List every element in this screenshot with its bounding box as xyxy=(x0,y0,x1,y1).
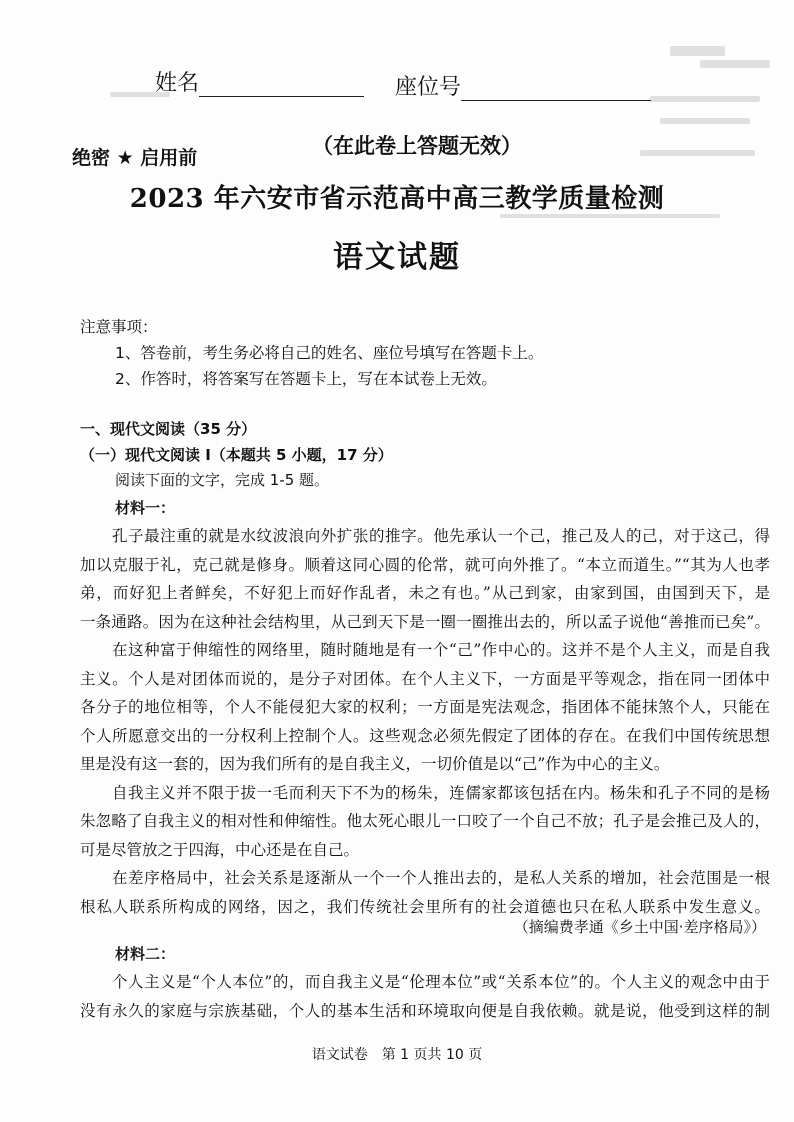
seat-field xyxy=(395,70,651,101)
text-line: 在这种富于伸缩性的网络里，随时随地是有一个“己”作中心的。这并不是个人主义，而是自我 xyxy=(112,641,770,659)
scan-noise xyxy=(670,46,725,56)
material1-heading: 材料一： xyxy=(115,499,176,517)
text-line: 孔子最注重的就是水纹波浪向外扩张的推字。他先承认一个己，推己及人的己，对于这己，得 xyxy=(112,527,770,545)
secret-label: 绝密 ★ 启用前 xyxy=(72,147,198,169)
text-line: 在差序格局中，社会关系是逐渐从一个一个人推出去的，是私人关系的增加，社会范围是一根 xyxy=(112,869,770,887)
name-label: 姓名 xyxy=(155,71,200,96)
invalid-note: （在此卷上答题无效） xyxy=(312,134,522,158)
text-line: 里是没有这一套的，因为我们所有的是自我主义，一切价值是以“己”作为中心的主义。 xyxy=(80,755,670,773)
text-line: 可是尽管放之于四海，中心还是在自己。 xyxy=(80,840,360,859)
text-line: 朱忽略了自我主义的相对性和伸缩性。他太死心眼儿一口咬了一个自己不放；孔子是会推己及人的， xyxy=(80,812,770,830)
name-blank xyxy=(199,74,364,97)
scan-noise xyxy=(660,118,750,124)
seat-blank xyxy=(461,78,651,101)
material2-body xyxy=(80,968,770,1025)
seat-label: 座位号 xyxy=(395,75,462,100)
scan-noise xyxy=(700,60,770,68)
text-line: 加以克服于礼，克己就是修身。顺着这同心圆的伦常，就可向外推了。“本立而道生。”“其为人也孝 xyxy=(80,555,770,574)
text-line: 自我主义并不限于拔一毛而利天下不为的杨朱，连儒家都该包括在内。杨朱和孔子不同的是杨 xyxy=(112,783,770,802)
text-line: 没有永久的家庭与宗族基础，个人的基本生活和环境取向便是自我依赖。就是说，他受到这样的制 xyxy=(80,1001,770,1020)
scan-noise xyxy=(640,150,755,156)
text-line: 根私人联系所构成的网络，因之，我们传统社会里所有的社会道德也只在私人联系中发生意义。 xyxy=(80,897,770,916)
instruction: 阅读下面的文字，完成 1-5 题。 xyxy=(115,471,330,489)
text-line: 主义。个人是对团体而说的，是分子对团体。在个人主义下，一方面是平等观念，指在同一团体中 xyxy=(80,669,770,688)
notice-item: 2、作答时，将答案写在答题卡上，写在本试卷上无效。 xyxy=(115,370,497,388)
notice-item: 1、答卷前，考生务必将自己的姓名、座位号填写在答题卡上。 xyxy=(115,344,544,362)
material2-heading: 材料二： xyxy=(115,945,176,963)
text-line: 弟，而好犯上者鲜矣，不好犯上而好作乱者，未之有也。”从己到家，由家到国，由国到天下，是 xyxy=(80,584,770,602)
text-line: 个人主义是“个人本位”的，而自我主义是“伦理本位”或“关系本位”的。个人主义的观念中由于 xyxy=(112,973,770,991)
text-line: 一条通路。因为在这种社会结构里，从己到天下是一圈一圈推出去的，所以孟子说他“善推而已矣”。 xyxy=(80,612,770,631)
notice-heading: 注意事项： xyxy=(80,318,158,336)
citation: （摘编费孝通《乡土中国·差序格局》） xyxy=(513,918,766,936)
scan-noise xyxy=(650,96,760,102)
exam-title: 2023 年六安市省示范高中高三教学质量检测 xyxy=(129,184,665,214)
material1-body xyxy=(80,522,770,921)
section-heading xyxy=(80,416,730,468)
exam-subtitle: 语文试题 xyxy=(333,240,461,275)
section-subtitle: （一）现代文阅读 I（本题共 5 小题，17 分） xyxy=(80,446,393,464)
name-field xyxy=(155,66,364,97)
text-line: 各分子的地位相等，个人不能侵犯大家的权利；一方面是宪法观念，指团体不能抹煞个人，只能在 xyxy=(80,698,770,716)
section-title: 一、现代文阅读（35 分） xyxy=(80,420,257,438)
notice-block xyxy=(80,314,543,392)
text-line: 个人所愿意交出的一分权利上控制个人。这些观念必须先假定了团体的存在。在我们中国传统思想 xyxy=(80,726,770,745)
page-footer: 语文试卷 第 1 页共 10 页 xyxy=(311,1047,483,1063)
